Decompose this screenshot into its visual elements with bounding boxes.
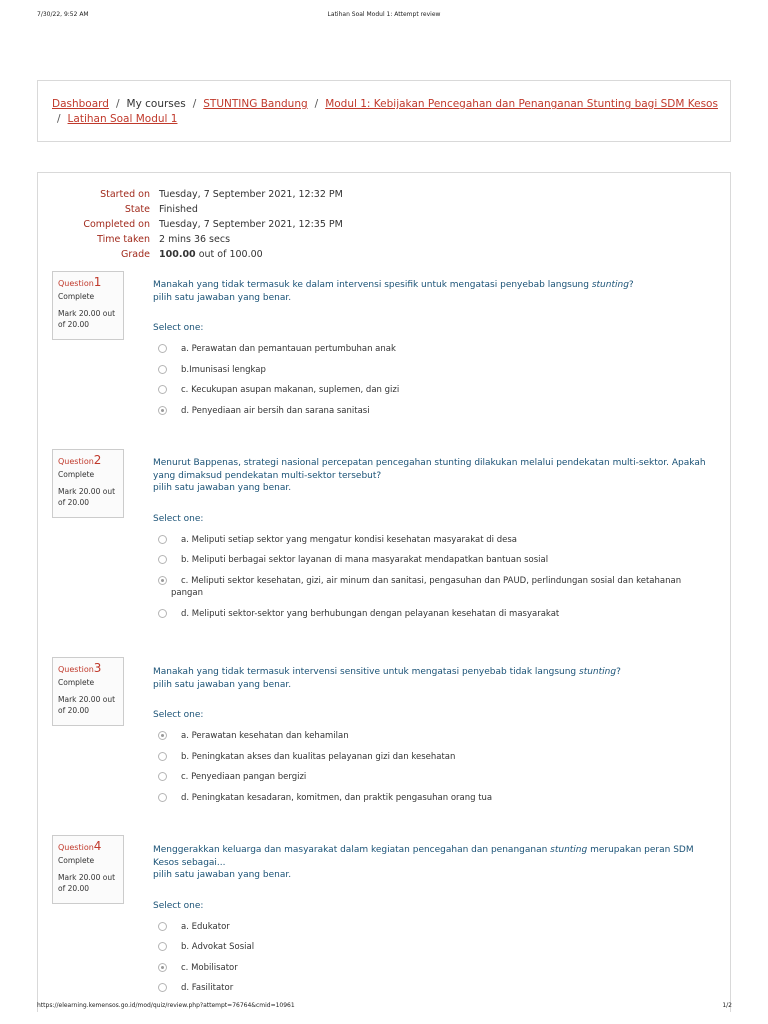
answer-option[interactable]: b. Advokat Sosial: [153, 941, 713, 954]
question-info-box: [52, 271, 124, 340]
question-text: Manakah yang tidak termasuk intervensi sensitive untuk mengatasi penyebab tidak langsung stunting? pilih satu jawaban yang benar.: [153, 666, 713, 691]
question-text: Menurut Bappenas, strategi nasional percepatan pencegahan stunting dilakukan melalui pendekatan multi-sektor. Apakah yang dimaksud pendekatan multi-sektor tersebut? pilih satu jawaban yang benar.: [153, 457, 713, 495]
answer-option[interactable]: a. Edukator: [153, 921, 713, 934]
question-info-box: [52, 657, 124, 726]
answer-option[interactable]: d. Fasilitator: [153, 982, 713, 995]
answer-option[interactable]: d. Peningkatan kesadaran, komitmen, dan praktik pengasuhan orang tua: [153, 792, 713, 805]
question-info-box: [52, 835, 124, 904]
question-info-box: [52, 449, 124, 518]
question-status: Complete: [58, 856, 95, 865]
radio-button[interactable]: [158, 793, 167, 802]
question-status: Complete: [58, 470, 95, 479]
select-one-label: Select one:: [153, 513, 204, 524]
radio-button[interactable]: [158, 344, 167, 353]
select-one-label: Select one:: [153, 900, 204, 911]
radio-button[interactable]: [158, 385, 167, 394]
radio-button-checked[interactable]: [158, 963, 167, 972]
started-on-value: Tuesday, 7 September 2021, 12:32 PM: [159, 189, 343, 200]
radio-button[interactable]: [158, 772, 167, 781]
summary-row-time: [38, 232, 732, 247]
question-number: Question1: [58, 275, 102, 289]
question-mark: Mark 20.00 out of 20.00: [58, 873, 116, 893]
print-url: https://elearning.kemensos.go.id/mod/quiz/review.php?attempt=76764&cmid=10961: [37, 1002, 295, 1009]
print-title: Latihan Soal Modul 1: Attempt review: [327, 11, 441, 18]
completed-on-label: Completed on: [83, 219, 150, 230]
radio-button[interactable]: [158, 365, 167, 374]
answer-option[interactable]: d. Meliputi sektor-sektor yang berhubungan dengan pelayanan kesehatan di masyarakat: [153, 608, 713, 621]
question-instruction: pilih satu jawaban yang benar.: [153, 679, 292, 690]
answer-option[interactable]: b. Meliputi berbagai sektor layanan di mana masyarakat mendapatkan bantuan sosial: [153, 554, 713, 567]
question-text: Menggerakkan keluarga dan masyarakat dalam kegiatan pencegahan dan penanganan stunting merupakan peran SDM Kesos sebagai... pilih satu jawaban yang benar.: [153, 844, 713, 882]
breadcrumb-quiz-link[interactable]: Latihan Soal Modul 1: [67, 113, 178, 125]
breadcrumb-separator: /: [314, 98, 319, 110]
radio-button-checked[interactable]: [158, 731, 167, 740]
question-mark: Mark 20.00 out of 20.00: [58, 309, 116, 329]
question-instruction: pilih satu jawaban yang benar.: [153, 292, 292, 303]
radio-button-checked[interactable]: [158, 576, 167, 585]
question-number: Question4: [58, 839, 102, 853]
question-content: [153, 457, 713, 620]
print-page-number: 1/2: [722, 1002, 732, 1009]
radio-button[interactable]: [158, 535, 167, 544]
grade-max: out of 100.00: [195, 249, 263, 260]
radio-button-checked[interactable]: [158, 406, 167, 415]
question-content: [153, 844, 713, 995]
answer-option-selected[interactable]: a. Perawatan kesehatan dan kehamilan: [153, 730, 713, 743]
answer-option-selected[interactable]: c. Mobilisator: [153, 962, 713, 975]
quiz-review-region: [37, 172, 731, 1012]
breadcrumb: [37, 80, 731, 142]
time-taken-label: Time taken: [97, 234, 150, 245]
breadcrumb-course-link[interactable]: STUNTING Bandung: [203, 98, 308, 110]
print-footer: [0, 1002, 768, 1014]
grade-label: Grade: [121, 249, 150, 260]
state-value: Finished: [159, 204, 198, 215]
radio-button[interactable]: [158, 942, 167, 951]
select-one-label: Select one:: [153, 710, 204, 720]
answer-option[interactable]: c. Kecukupan asupan makanan, suplemen, dan gizi: [153, 384, 713, 397]
question-status: Complete: [58, 678, 95, 687]
radio-button[interactable]: [158, 752, 167, 761]
completed-on-value: Tuesday, 7 September 2021, 12:35 PM: [159, 219, 343, 230]
select-one-label: Select one:: [153, 323, 204, 333]
state-label: State: [124, 204, 150, 215]
summary-row-state: [38, 202, 732, 217]
breadcrumb-separator: /: [115, 98, 120, 110]
breadcrumb-separator: /: [57, 113, 61, 125]
time-taken-value: 2 mins 36 secs: [159, 234, 231, 245]
grade-score: 100.00: [159, 249, 196, 260]
radio-button[interactable]: [158, 983, 167, 992]
summary-row-grade: [38, 247, 732, 262]
started-on-label: Started on: [100, 189, 150, 200]
question-instruction: pilih satu jawaban yang benar.: [153, 870, 292, 880]
print-datetime: 7/30/22, 9:52 AM: [37, 11, 89, 18]
answer-option[interactable]: b.Imunisasi lengkap: [153, 364, 713, 377]
answer-option[interactable]: a. Perawatan dan pemantauan pertumbuhan anak: [153, 343, 713, 356]
answer-option-selected[interactable]: d. Penyediaan air bersih dan sarana sanitasi: [153, 405, 713, 418]
question-number: Question3: [58, 661, 102, 675]
summary-row-started: [38, 187, 732, 202]
question-mark: Mark 20.00 out of 20.00: [58, 695, 116, 715]
breadcrumb-separator: /: [192, 98, 197, 110]
question-mark: Mark 20.00 out of 20.00: [58, 487, 116, 507]
radio-button[interactable]: [158, 922, 167, 931]
radio-button[interactable]: [158, 555, 167, 564]
attempt-summary-table: [38, 187, 732, 262]
radio-button[interactable]: [158, 609, 167, 618]
grade-value: [159, 247, 263, 262]
question-content: [153, 666, 713, 804]
print-header: [0, 11, 768, 23]
summary-row-completed: [38, 217, 732, 232]
breadcrumb-dashboard-link[interactable]: Dashboard: [52, 98, 109, 110]
breadcrumb-my-courses: My courses: [126, 98, 186, 110]
answer-option-selected[interactable]: c. Meliputi sektor kesehatan, gizi, air minum dan sanitasi, pengasuhan dan PAUD, perlindungan sosial dan ketahanan pangan: [153, 575, 713, 600]
breadcrumb-module-link[interactable]: Modul 1: Kebijakan Pencegahan dan Penanganan Stunting bagi SDM Kesos: [325, 98, 718, 110]
question-status: Complete: [58, 292, 95, 301]
question-content: [153, 279, 713, 417]
answer-option[interactable]: b. Peningkatan akses dan kualitas pelayanan gizi dan kesehatan: [153, 751, 713, 764]
question-instruction: pilih satu jawaban yang benar.: [153, 483, 292, 493]
question-text: Manakah yang tidak termasuk ke dalam intervensi spesifik untuk mengatasi penyebab langsung stunting? pilih satu jawaban yang benar.: [153, 279, 713, 304]
answer-option[interactable]: a. Meliputi setiap sektor yang mengatur kondisi kesehatan masyarakat di desa: [153, 534, 713, 547]
answer-option[interactable]: c. Penyediaan pangan bergizi: [153, 771, 713, 784]
question-number: Question2: [58, 453, 102, 467]
